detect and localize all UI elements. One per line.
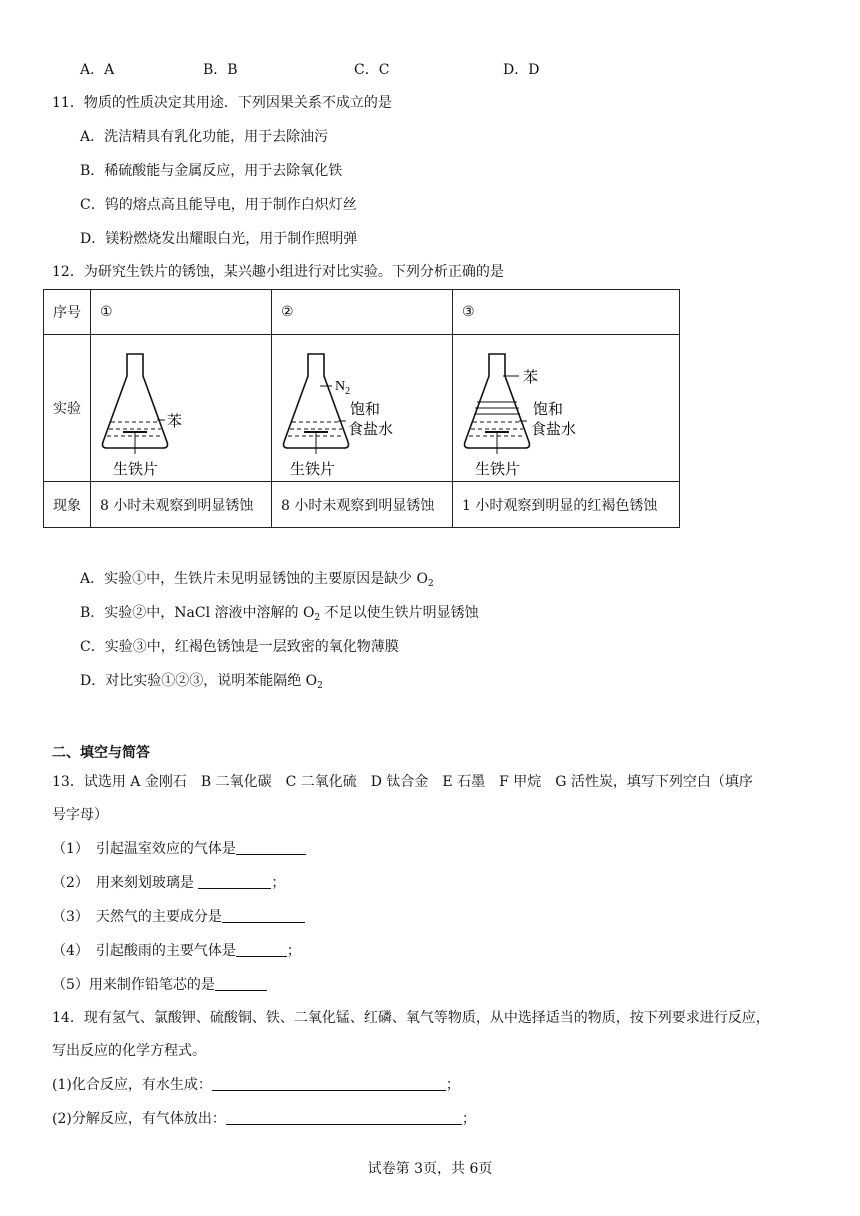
q12-stem: 12．为研究生铁片的锈蚀，某兴趣小组进行对比实验。下列分析正确的是 [52, 264, 504, 280]
flask-benzene-diagram [91, 336, 271, 481]
phenomenon-3: 1 小时观察到明显的红褐色锈蚀 [453, 482, 680, 528]
answer-blank[interactable] [236, 840, 306, 855]
experiment-figure-3 [453, 335, 680, 482]
label-iron: 生铁片 [475, 459, 521, 478]
experiment-figure-2 [272, 335, 453, 482]
answer-blank[interactable] [198, 874, 271, 889]
q12-option-d: D．对比实验①②③，说明苯能隔绝 $O_2$ [80, 673, 323, 691]
q10-option-c: C．C [354, 62, 390, 78]
label-iron: 生铁片 [113, 459, 159, 478]
flask-nitrogen-diagram [272, 336, 452, 481]
answer-blank[interactable] [226, 1110, 462, 1125]
q10-option-a: A．A [80, 62, 115, 78]
q11-option-c: C．钨的熔点高且能导电，用于制作白炽灯丝 [80, 197, 357, 213]
q14-stem-line1: 14．现有氢气、氯酸钾、硫酸铜、铁、二氧化锰、红磷、氧气等物质，从中选择适当的物质，按下列要求进行反应， [52, 1010, 770, 1026]
q11-stem: 11．物质的性质决定其用途．下列因果关系不成立的是 [52, 95, 392, 111]
q13-item-2: （2） 用来刻划玻璃是 ； [52, 875, 286, 891]
q12-option-b: B．实验②中，NaCl 溶液中溶解的 $O_2$ 不足以使生铁片明显锈蚀 [80, 605, 479, 623]
page-footer: 试卷第 3页，共 6页 [367, 1161, 493, 1177]
q13-stem-line1: 13．试选用 A 金刚石 B 二氧化碳 C 二氧化硫 D 钛合金 E 石墨 F 甲烷 G 活性炭，填写下列空白（填序 [52, 774, 753, 790]
label-saturated: 饱和 [533, 399, 564, 418]
q14-item-1: (1)化合反应，有水生成： ； [52, 1077, 460, 1093]
q11-option-b: B．稀硫酸能与金属反应，用于去除氧化铁 [80, 163, 343, 179]
answer-blank[interactable] [215, 976, 267, 991]
label-saturated: 饱和 [350, 399, 381, 418]
answer-blank[interactable] [212, 1076, 446, 1091]
q14-stem-line2: 写出反应的化学方程式。 [52, 1043, 206, 1059]
phenomenon-2: 8 小时未观察到明显锈蚀 [272, 482, 453, 528]
row-label-experiment: 实验 [44, 335, 91, 482]
q12-option-a: A．实验①中，生铁片未见明显锈蚀的主要原因是缺少 $O_2$ [80, 571, 434, 589]
flask-benzene-brine-diagram [453, 336, 679, 481]
q12-option-c: C．实验③中，红褐色锈蚀是一层致密的氧化物薄膜 [80, 639, 399, 655]
q14-item-2: (2)分解反应，有气体放出： ； [52, 1111, 476, 1127]
q13-item-4: （4） 引起酸雨的主要气体是 ； [52, 943, 301, 959]
section-title: 二、填空与简答 [52, 745, 150, 761]
label-brine: 食盐水 [348, 419, 394, 438]
q13-stem-line2: 号字母） [52, 807, 108, 823]
label-iron: 生铁片 [290, 459, 336, 478]
label-benzene: 苯 [167, 411, 183, 430]
q13-item-3: （3） 天然气的主要成分是 [52, 907, 305, 927]
experiment-figure-1 [91, 335, 272, 482]
label-benzene: 苯 [523, 367, 539, 386]
label-brine: 食盐水 [531, 419, 577, 438]
experiment-table [43, 289, 680, 528]
row-label-phenomenon: 现象 [44, 482, 91, 528]
q11-option-a: A．洗洁精具有乳化功能，用于去除油污 [80, 129, 329, 145]
q11-option-d: D．镁粉燃烧发出耀眼白光，用于制作照明弹 [80, 231, 358, 247]
phenomenon-1: 8 小时未观察到明显锈蚀 [91, 482, 272, 528]
exp-number-2: ② [272, 290, 453, 335]
exp-number-3: ③ [453, 290, 680, 335]
q13-item-5: （5）用来制作铅笔芯的是 [52, 975, 267, 995]
label-n2: $N_2$ [335, 378, 351, 397]
exp-number-1: ① [91, 290, 272, 335]
q10-option-b: B．B [203, 62, 238, 78]
answer-blank[interactable] [222, 908, 305, 923]
row-label-number: 序号 [44, 290, 91, 335]
q10-option-d: D．D [503, 62, 540, 78]
answer-blank[interactable] [236, 942, 287, 957]
q13-item-1: （1） 引起温室效应的气体是 [52, 839, 306, 859]
